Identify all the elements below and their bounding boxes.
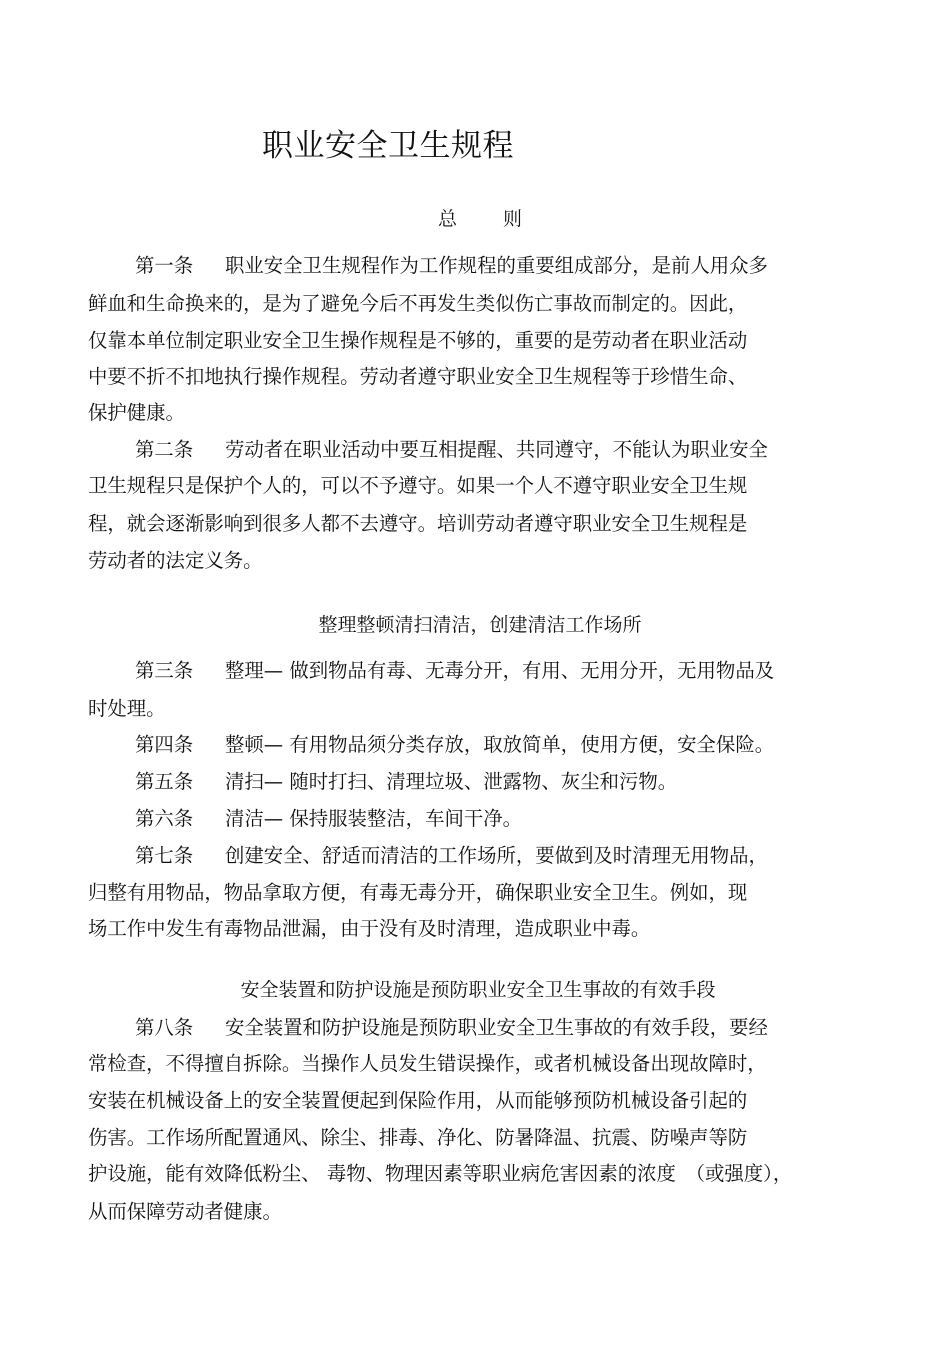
article-text: 创建安全、舒适而清洁的工作场所，要做到及时清理无用物品， bbox=[225, 844, 768, 867]
article-1-line-3: 仅靠本单位制定职业安全卫生操作规程是不够的，重要的是劳动者在职业活动 bbox=[88, 329, 748, 352]
article-5-line-1 bbox=[135, 766, 677, 794]
article-number: 第六条 bbox=[135, 807, 194, 830]
article-7-line-3: 场工作中发生有毒物品泄漏，由于没有及时清理，造成职业中毒。 bbox=[88, 917, 651, 940]
article-number: 第五条 bbox=[135, 770, 194, 793]
article-number: 第三条 bbox=[135, 659, 194, 682]
section-heading-safety-devices: 安全装置和防护设施是预防职业安全卫生事故的有效手段 bbox=[240, 979, 716, 1001]
article-3-line-2: 时处理。 bbox=[88, 697, 166, 720]
article-2-line-3: 程，就会逐渐影响到很多人都不去遵守。培训劳动者遵守职业安全卫生规程是 bbox=[88, 512, 748, 535]
article-8-line-2: 常检查，不得擅自拆除。当操作人员发生错误操作，或者机械设备出现故障时， bbox=[88, 1052, 767, 1075]
article-number: 第一条 bbox=[135, 254, 194, 277]
article-number: 第四条 bbox=[135, 733, 194, 756]
article-1-line-2: 鲜血和生命换来的，是为了避免今后不再发生类似伤亡事故而制定的。因此， bbox=[88, 292, 748, 315]
article-text: 职业安全卫生规程作为工作规程的重要组成部分，是前人用众多 bbox=[225, 254, 768, 277]
article-8-line-6: 从而保障劳动者健康。 bbox=[88, 1200, 282, 1223]
article-2-line-2: 卫生规程只是保护个人的，可以不予遵守。如果一个人不遵守职业安全卫生规 bbox=[88, 474, 748, 497]
article-8-line-4: 伤害。工作场所配置通风、除尘、排毒、净化、防暑降温、抗震、防噪声等防 bbox=[88, 1126, 748, 1149]
article-number: 第八条 bbox=[135, 1016, 194, 1039]
section-heading-part: 则 bbox=[503, 208, 523, 230]
article-number: 第二条 bbox=[135, 438, 194, 461]
article-7-line-1 bbox=[135, 840, 768, 868]
article-1-line-1 bbox=[135, 250, 768, 278]
article-3-line-1 bbox=[135, 655, 774, 683]
article-6-line-1 bbox=[135, 803, 522, 831]
section-heading-cleaning: 整理整顿清扫清洁，创建清洁工作场所 bbox=[318, 614, 642, 636]
article-1-line-4: 中要不折不扣地执行操作规程。劳动者遵守职业安全卫生规程等于珍惜生命、 bbox=[88, 365, 748, 388]
article-7-line-2: 归整有用物品，物品拿取方便，有毒无毒分开，确保职业安全卫生。例如，现 bbox=[88, 881, 748, 904]
article-text: 整顿— 有用物品须分类存放，取放简单，使用方便，安全保险。 bbox=[225, 733, 775, 756]
article-text: 整理— 做到物品有毒、无毒分开，有用、无用分开，无用物品及 bbox=[225, 659, 775, 682]
article-4-line-1 bbox=[135, 729, 774, 757]
article-2-line-4: 劳动者的法定义务。 bbox=[88, 549, 263, 572]
article-2-line-1 bbox=[135, 434, 768, 462]
article-text: 劳动者在职业活动中要互相提醒、共同遵守，不能认为职业安全 bbox=[225, 438, 768, 461]
article-8-line-1 bbox=[135, 1012, 768, 1040]
article-1-line-5: 保护健康。 bbox=[88, 401, 185, 424]
article-8-line-5: 护设施，能有效降低粉尘、 毒物、物理因素等职业病危害因素的浓度 （或强度）， bbox=[88, 1162, 793, 1185]
document-title: 职业安全卫生规程 bbox=[262, 128, 514, 164]
article-8-line-3: 安装在机械设备上的安全装置便起到保险作用，从而能够预防机械设备引起的 bbox=[88, 1089, 748, 1112]
section-heading-general bbox=[0, 204, 950, 231]
article-text: 清扫— 随时打扫、清理垃圾、泄露物、灰尘和污物。 bbox=[225, 770, 678, 793]
article-number: 第七条 bbox=[135, 844, 194, 867]
article-text: 安全装置和防护设施是预防职业安全卫生事故的有效手段，要经 bbox=[225, 1016, 768, 1039]
section-heading-part: 总 bbox=[437, 208, 457, 230]
article-text: 清洁— 保持服装整洁，车间干净。 bbox=[225, 807, 523, 830]
